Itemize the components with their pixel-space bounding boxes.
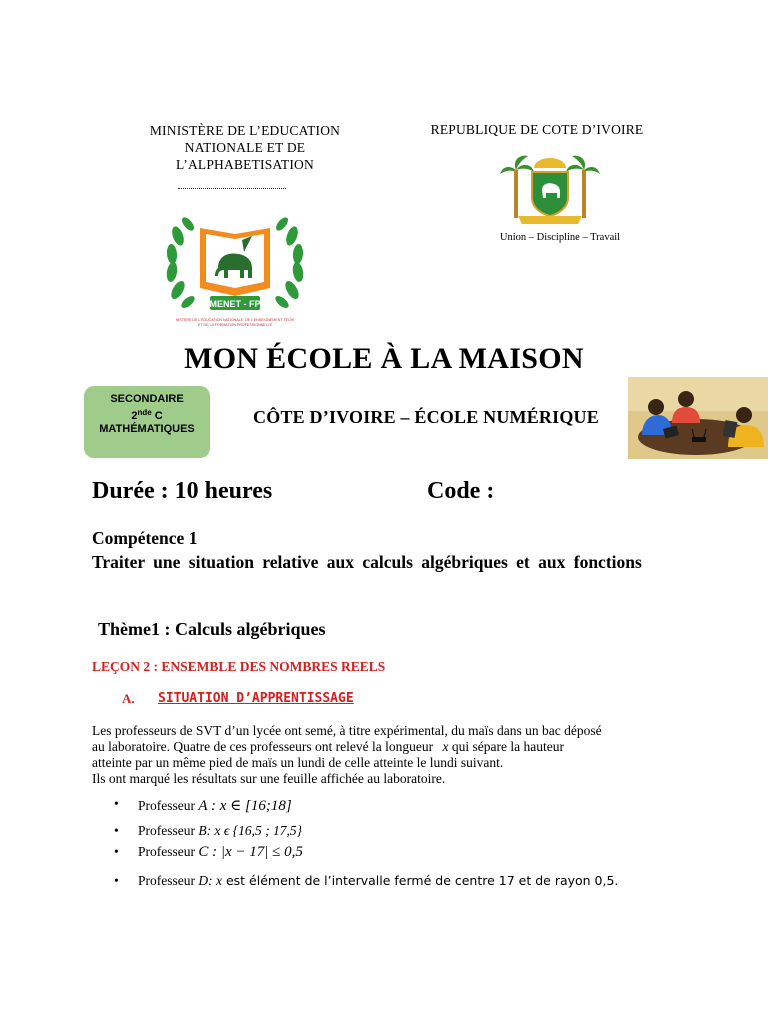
ministry-line-2: NATIONALE ET DE [184, 140, 306, 155]
situation-paragraph [92, 723, 692, 787]
menet-logo-label: MENET - FP [209, 299, 261, 309]
ministry-line-1: MINISTÈRE DE L’EDUCATION [149, 123, 341, 138]
ministry-line-3: L’ALPHABETISATION [176, 157, 314, 172]
bullet-icon: • [114, 873, 119, 888]
bullet-icon: • [114, 844, 119, 859]
coat-of-arms-icon [498, 150, 602, 230]
bullet-icon: • [114, 823, 119, 838]
badge-cycle: SECONDAIRE [110, 393, 184, 405]
republic-name: REPUBLIQUE DE COTE D’IVOIRE [430, 122, 644, 137]
duration: Durée : 10 heures [92, 478, 273, 504]
menet-logo-caption-1: NISTÈRE DE L'ÉDUCATION NATIONALE, DE L'ENSEIGNEMENT TECHI [175, 318, 295, 322]
situation-line-4: Ils ont marqué les résultats sur une feuille affichée au laboratoire. [92, 771, 446, 786]
code-label: Code : [427, 478, 495, 504]
badge-subject: MATHÉMATIQUES [99, 423, 195, 435]
national-motto: Union – Discipline – Travail [499, 232, 621, 243]
situation-line-1: Les professeurs de SVT d’un lycée ont semé, à titre expérimental, du maïs dans un bac déposé [92, 723, 602, 738]
section-marker: A. [122, 691, 135, 706]
menet-logo-caption-2: ET DE LA FORMATION PROFESSIONNELLE [198, 323, 272, 327]
page-title: MON ÉCOLE À LA MAISON [184, 342, 584, 375]
bullet-icon: • [114, 796, 119, 811]
level-badge [84, 386, 210, 458]
menet-fp-logo [160, 196, 310, 336]
badge-level: 2nde C [131, 408, 163, 422]
lesson-title: LEÇON 2 : ENSEMBLE DES NOMBRES REELS [92, 659, 386, 674]
situation-line-2: au laboratoire. Quatre de ces professeurs ont relevé la longueur x qui sépare la hauteur [92, 739, 564, 754]
theme-title: Thème1 : Calculs algébriques [98, 619, 326, 639]
program-subtitle: CÔTE D’IVOIRE – ÉCOLE NUMÉRIQUE [253, 407, 599, 427]
ministry-divider [178, 188, 286, 189]
variable-x: x [442, 739, 449, 754]
section-title: SITUATION D’APPRENTISSAGE [158, 691, 354, 706]
competence-description: Traiter une situation relative aux calculs algébriques et aux fonctions [92, 552, 642, 572]
ministry-name [110, 122, 380, 173]
situation-line-3: atteinte par un même pied de maïs un lundi de celle atteinte le lundi suivant. [92, 755, 504, 770]
competence-label: Compétence 1 [92, 528, 198, 548]
students-with-tablets-illustration [628, 377, 768, 459]
